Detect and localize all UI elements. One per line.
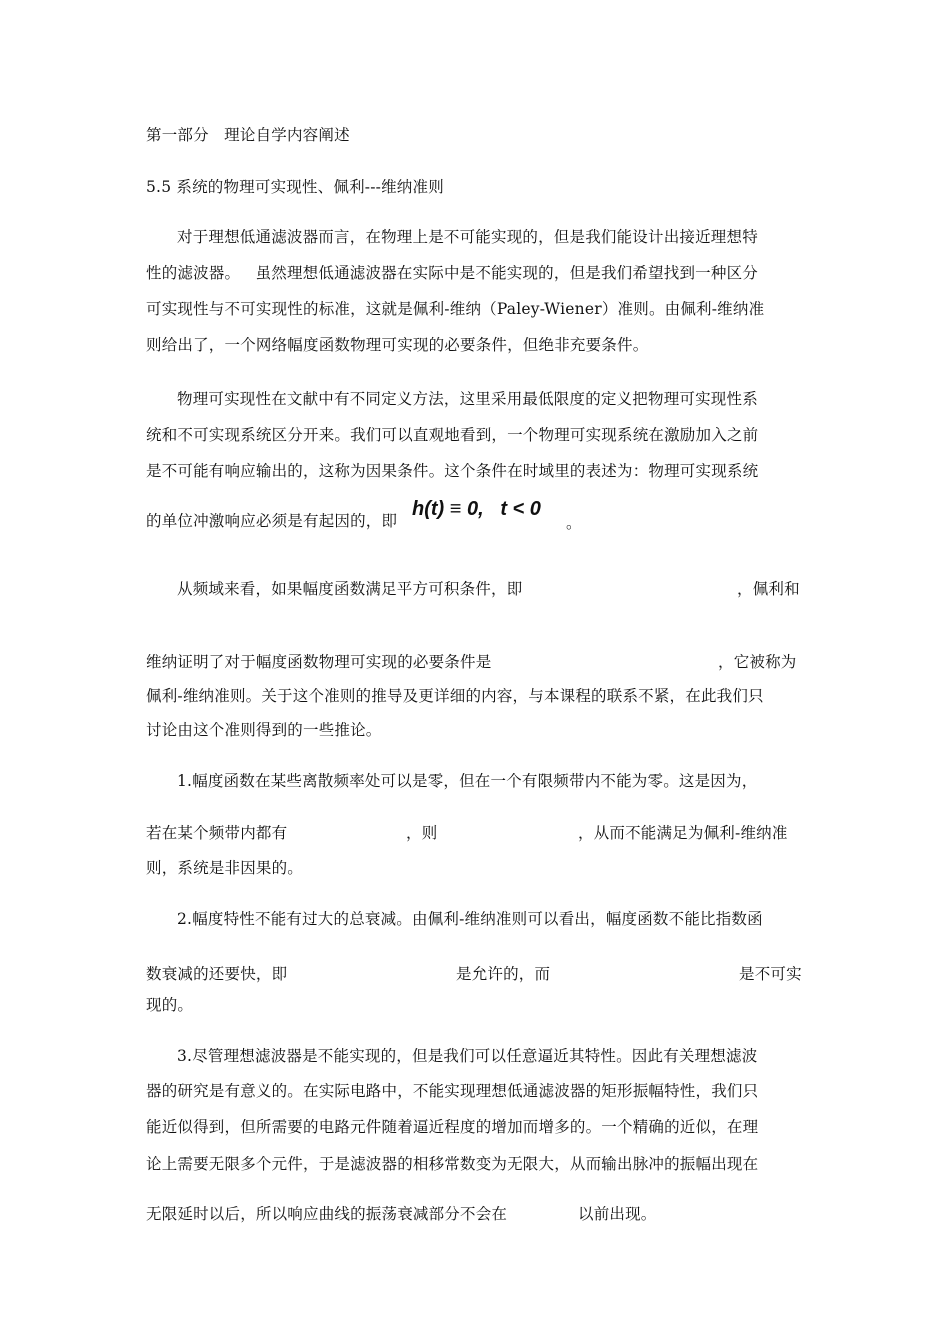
para1-line4: 则给出了，一个网络幅度函数物理可实现的必要条件，但绝非充要条件。 <box>146 336 649 354</box>
item3-line2: 器的研究是有意义的。在实际电路中，不能实现理想低通滤波器的矩形振幅特性，我们只 <box>146 1082 759 1100</box>
para1-line2: 性的滤波器。 虽然理想低通滤波器在实际中是不能实现的，但是我们希望找到一种区分 <box>146 264 758 282</box>
para2-line4-end: 。 <box>566 514 582 532</box>
para3-line4: 讨论由这个准则得到的一些推论。 <box>146 721 382 739</box>
para1-line1: 对于理想低通滤波器而言，在物理上是不可能实现的，但是我们能设计出接近理想特 <box>177 228 758 246</box>
para3-line3: 佩利-维纳准则。关于这个准则的推导及更详细的内容，与本课程的联系不紧，在此我们只 <box>146 687 764 705</box>
causality-formula: h(t) ≡ 0, t < 0 <box>412 498 541 520</box>
para2-line2: 统和不可实现系统区分开来。我们可以直观地看到，一个物理可实现系统在激励加入之前 <box>146 426 759 444</box>
item2-line1: 2.幅度特性不能有过大的总衰减。由佩利-维纳准则可以看出，幅度函数不能比指数函 <box>177 910 763 928</box>
item2-line3: 现的。 <box>146 996 194 1014</box>
item1-line2-end: ，从而不能满足为佩利-维纳准 <box>578 824 788 842</box>
para3-line1-end: ，佩利和 <box>737 580 800 598</box>
para3-line1-start: 从频域来看，如果幅度函数满足平方可积条件，即 <box>177 580 523 598</box>
item2-line2-mid: 是允许的，而 <box>456 965 551 983</box>
item1-line2-mid: ，则 <box>406 824 438 842</box>
para2-line3: 是不可能有响应输出的，这称为因果条件。这个条件在时域里的表述为：物理可实现系统 <box>146 462 759 480</box>
item3-line1: 3.尽管理想滤波器是不能实现的，但是我们可以任意逼近其特性。因此有关理想滤波 <box>177 1047 758 1065</box>
section-title: 5.5 系统的物理可实现性、佩利---维纳准则 <box>146 178 444 196</box>
para2-line4-start: 的单位冲激响应必须是有起因的，即 <box>146 512 398 530</box>
item3-line5-end: 以前出现。 <box>578 1205 657 1223</box>
part-title: 第一部分 理论自学内容阐述 <box>146 126 350 144</box>
item2-line2-start: 数衰减的还要快，即 <box>146 965 288 983</box>
para3-line2-end: ，它被称为 <box>718 653 797 671</box>
item1-line2-start: 若在某个频带内都有 <box>146 824 288 842</box>
item3-line4: 论上需要无限多个元件，于是滤波器的相移常数变为无限大，从而输出脉冲的振幅出现在 <box>146 1155 759 1173</box>
item3-line5-start: 无限延时以后，所以响应曲线的振荡衰减部分不会在 <box>146 1205 508 1223</box>
item1-line1: 1.幅度函数在某些离散频率处可以是零，但在一个有限频带内不能为零。这是因为， <box>177 772 758 790</box>
item3-line3: 能近似得到，但所需要的电路元件随着逼近程度的增加而增多的。一个精确的近似，在理 <box>146 1118 759 1136</box>
para3-line2-start: 维纳证明了对于幅度函数物理可实现的必要条件是 <box>146 653 492 671</box>
para1-line3: 可实现性与不可实现性的标准，这就是佩利-维纳（Paley-Wiener）准则。由佩利-维纳准 <box>146 300 765 318</box>
item1-line3: 则，系统是非因果的。 <box>146 859 304 877</box>
para2-line1: 物理可实现性在文献中有不同定义方法，这里采用最低限度的定义把物理可实现性系 <box>177 390 758 408</box>
item2-line2-end: 是不可实 <box>739 965 802 983</box>
